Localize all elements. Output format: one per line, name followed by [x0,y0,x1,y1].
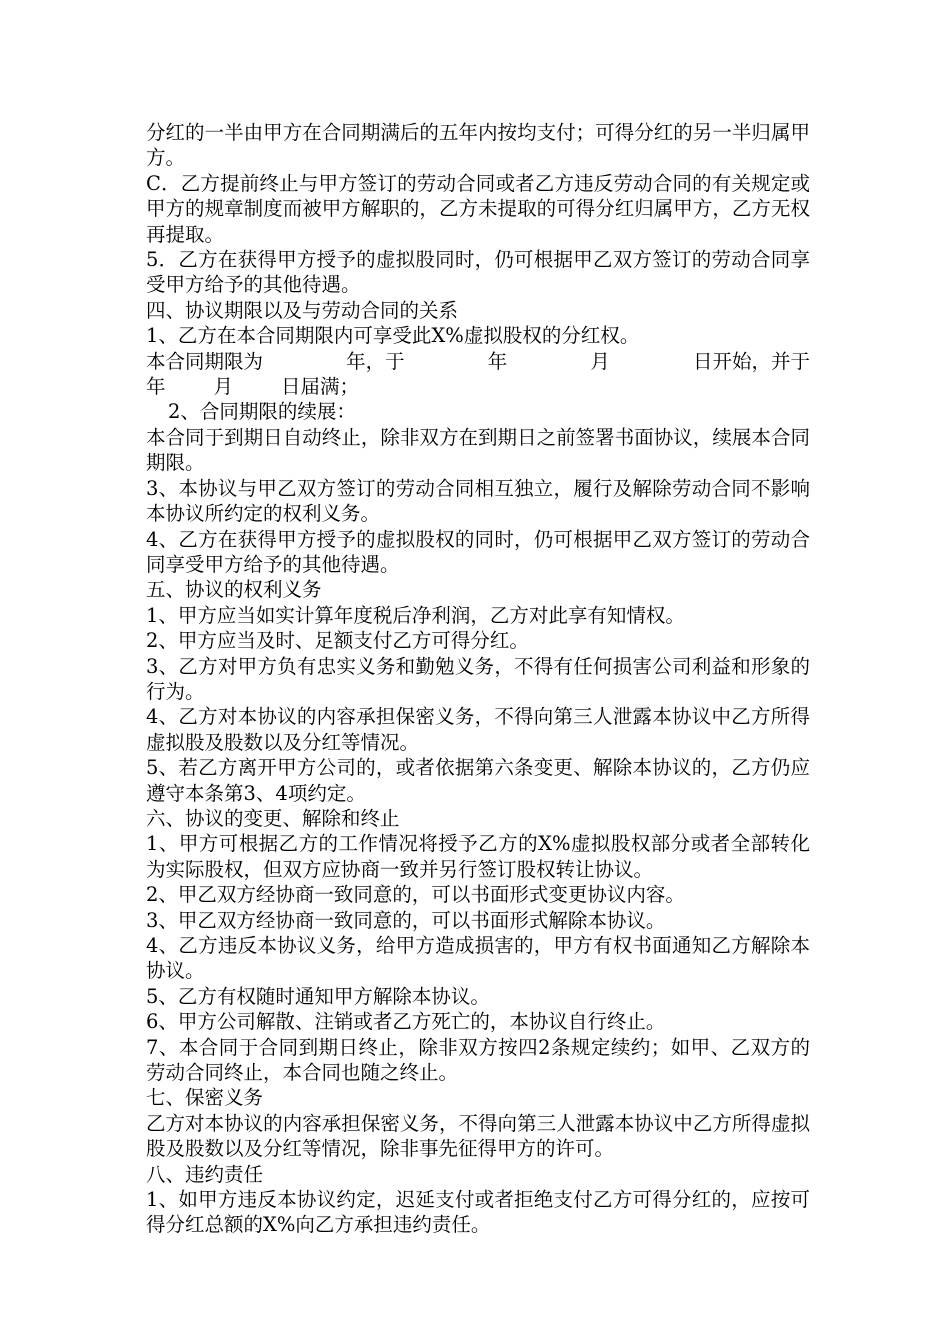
section-heading: 六、协议的变更、解除和终止 [146,806,400,830]
date-segment: 月 [590,349,610,373]
section-heading: 五、协议的权利义务 [146,578,322,602]
paragraph: 1、乙方在本合同期限内可享受此X%虚拟股权的分红权。 [146,324,640,348]
date-segment: 日届满； [281,375,360,399]
paragraph: 1、甲方可根据乙方的工作情况将授予乙方的X%虚拟股权部分或者全部转化为实际股权，但双方应协商一致并另行签订股权转让协议。 [146,832,810,881]
paragraph: 2、甲方应当及时、足额支付乙方可得分红。 [146,629,529,653]
paragraph: 本合同于到期日自动终止，除非双方在到期日之前签署书面协议，续展本合同期限。 [146,425,810,475]
date-segment: 年，于 [346,349,405,373]
paragraph: 4、乙方对本协议的内容承担保密义务，不得向第三人泄露本协议中乙方所得虚拟股及股数以及分红等情况。 [146,705,810,754]
date-segment: 年 [487,349,508,373]
paragraph: 5、乙方有权随时通知甲方解除本协议。 [146,984,490,1008]
paragraph: 分红的一半由甲方在合同期满后的五年内按均支付；可得分红的另一半归属甲方。 [146,121,810,170]
paragraph: 3、甲乙双方经协商一致同意的，可以书面形式解除本协议。 [146,908,666,932]
paragraph: 5．乙方在获得甲方授予的虚拟股同时，仍可根据甲乙双方签订的劳动合同享受甲方给予的其他待遇。 [146,248,810,297]
contract-term-end-line [146,374,810,399]
paragraph: 6、甲方公司解散、注销或者乙方死亡的，本协议自行终止。 [146,1010,666,1034]
paragraph: 4、乙方在获得甲方授予的虚拟股权的同时，仍可根据甲乙双方签订的劳动合同享受甲方给予的其他待遇。 [146,527,810,576]
renewal-heading: 2、合同期限的续展： [168,400,356,424]
paragraph: 3、本协议与甲乙双方签订的劳动合同相互独立，履行及解除劳动合同不影响本协议所约定的权利义务。 [146,476,810,526]
section-heading: 四、协议期限以及与劳动合同的关系 [146,298,459,322]
paragraph: 乙方对本协议的内容承担保密义务，不得向第三人泄露本协议中乙方所得虚拟股及股数以及分红等情况，除非事先征得甲方的许可。 [146,1111,810,1161]
paragraph: 3、乙方对甲方负有忠实义务和勤勉义务，不得有任何损害公司利益和形象的行为。 [146,654,810,703]
paragraph: 4、乙方违反本协议义务，给甲方造成损害的，甲方有权书面通知乙方解除本协议。 [146,934,810,983]
document-page [146,120,810,1238]
paragraph: 2、甲乙双方经协商一致同意的，可以书面形式变更协议内容。 [146,883,685,907]
paragraph: 5、若乙方离开甲方公司的，或者依据第六条变更、解除本协议的，乙方仍应遵守本条第3、4项约定。 [146,756,810,805]
date-segment: 本合同期限为 [146,349,264,373]
paragraph: 1、甲方应当如实计算年度税后净利润，乙方对此享有知情权。 [146,603,685,627]
section-heading: 七、保密义务 [146,1086,264,1110]
date-segment: 月 [213,375,234,399]
date-segment: 年 [146,375,166,399]
contract-term-line [146,349,810,374]
paragraph: 7、本合同于合同到期日终止，除非双方按四2条规定续约；如甲、乙双方的劳动合同终止，本合同也随之终止。 [146,1035,810,1085]
date-segment: 日开始，并于 [692,349,810,373]
paragraph: C．乙方提前终止与甲方签订的劳动合同或者乙方违反劳动合同的有关规定或甲方的规章制度而被甲方解职的，乙方未提取的可得分红归属甲方，乙方无权再提取。 [146,171,810,246]
section-heading: 八、违约责任 [146,1162,264,1186]
paragraph: 1、如甲方违反本协议约定，迟延支付或者拒绝支付乙方可得分红的，应按可得分红总额的X%向乙方承担违约责任。 [146,1188,810,1237]
